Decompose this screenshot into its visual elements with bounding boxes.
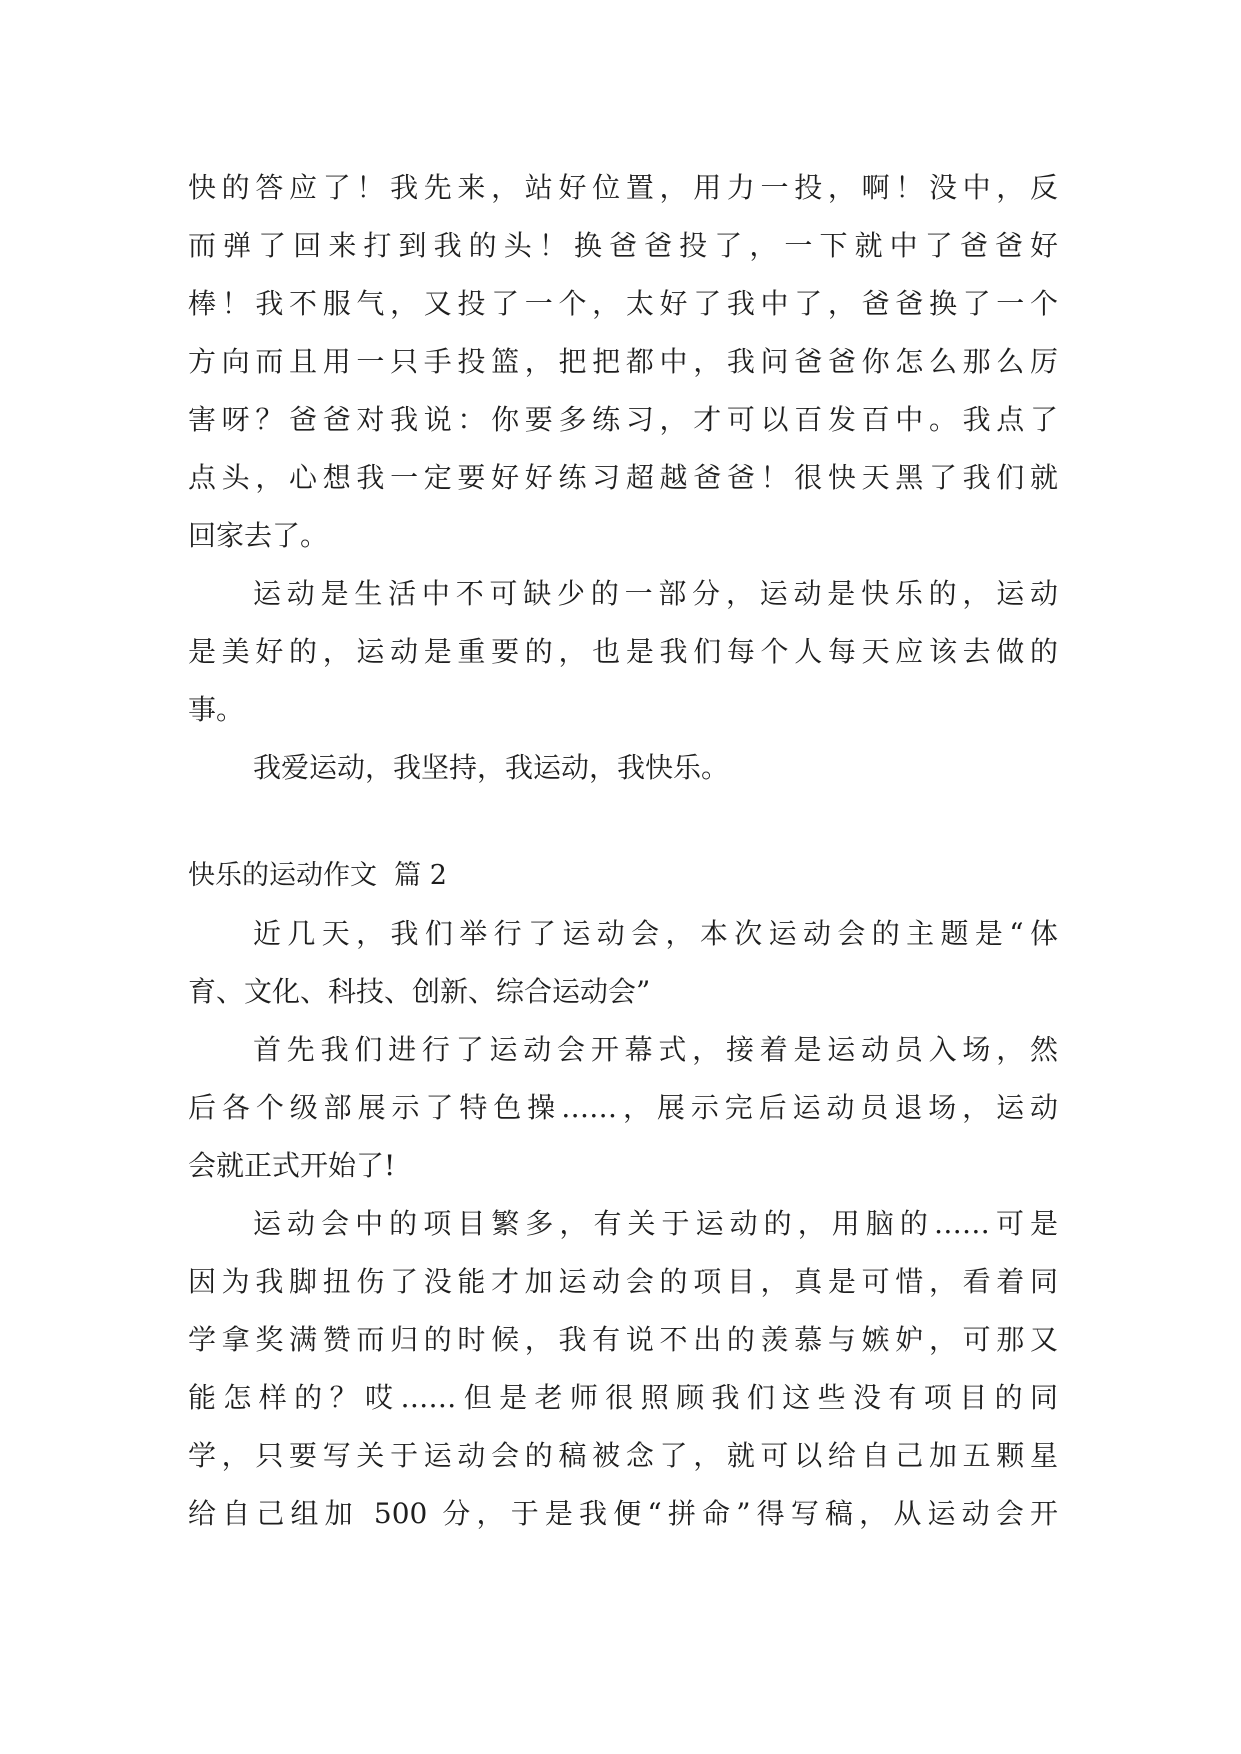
section-heading: 快乐的运动作文 篇 2 — [188, 860, 447, 891]
text-line: 给自己组加 500 分，于是我便“拼命”得写稿，从运动会开 — [188, 1497, 1058, 1530]
text-line: 回家去了。 — [188, 519, 329, 552]
text-line: 我爱运动，我坚持，我运动，我快乐。 — [253, 751, 730, 784]
text-line: 运动是生活中不可缺少的一部分，运动是快乐的，运动 — [253, 577, 1058, 610]
text-line: 运动会中的项目繁多，有关于运动的，用脑的……可是 — [253, 1207, 1058, 1240]
text-line: 因为我脚扭伤了没能才加运动会的项目，真是可惜，看着同 — [188, 1265, 1058, 1298]
text-line: 方向而且用一只手投篮，把把都中，我问爸爸你怎么那么厉 — [188, 345, 1058, 378]
text-line: 快的答应了！我先来，站好位置，用力一投，啊！没中，反 — [188, 171, 1058, 204]
text-line: 能怎样的？哎……但是老师很照顾我们这些没有项目的同 — [188, 1381, 1058, 1414]
text-line: 后各个级部展示了特色操……，展示完后运动员退场，运动 — [188, 1091, 1058, 1124]
text-line: 育、文化、科技、创新、综合运动会” — [188, 975, 651, 1008]
text-line: 棒！我不服气，又投了一个，太好了我中了，爸爸换了一个 — [188, 287, 1058, 320]
text-line: 事。 — [188, 693, 245, 726]
text-line: 学拿奖满赞而归的时候，我有说不出的羡慕与嫉妒，可那又 — [188, 1323, 1058, 1356]
text-line: 首先我们进行了运动会开幕式，接着是运动员入场，然 — [253, 1033, 1058, 1066]
text-line: 点头，心想我一定要好好练习超越爸爸！很快天黑了我们就 — [188, 461, 1058, 494]
text-line: 学，只要写关于运动会的稿被念了，就可以给自己加五颗星 — [188, 1439, 1058, 1472]
text-line: 害呀？爸爸对我说：你要多练习，才可以百发百中。我点了 — [188, 403, 1058, 436]
text-line: 会就正式开始了! — [188, 1149, 396, 1182]
text-line: 而弹了回来打到我的头！换爸爸投了，一下就中了爸爸好 — [188, 229, 1058, 262]
text-line: 是美好的，运动是重要的，也是我们每个人每天应该去做的 — [188, 635, 1058, 668]
text-line: 近几天，我们举行了运动会，本次运动会的主题是“体 — [253, 917, 1058, 950]
